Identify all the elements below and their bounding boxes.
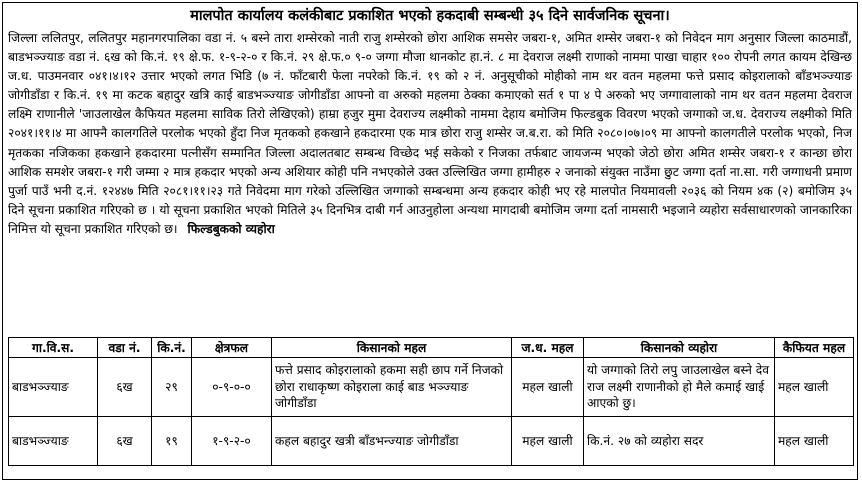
table-header-row: [9, 338, 854, 358]
cell-kitta: २९: [152, 358, 192, 417]
table-row: [9, 417, 854, 466]
col-header-kisan: किसानको महल: [272, 338, 512, 358]
cell-area: १-९-२-०: [192, 417, 272, 466]
notice-box: [2, 2, 858, 480]
cell-ward: ६ख: [98, 417, 152, 466]
cell-area: ०-९-०-०: [192, 358, 272, 417]
fieldbook-table: [8, 337, 854, 466]
col-header-kisan-byahora: किसानको व्यहोरा: [584, 338, 775, 358]
col-header-kitta: कि.नं.: [152, 338, 192, 358]
col-header-gabisa: गा.वि.स.: [9, 338, 98, 358]
cell-gabisa: बाडभञ्ज्याङ: [9, 358, 98, 417]
col-header-kaifiyat: कैफियत महल: [775, 338, 854, 358]
cell-kitta: १९: [152, 417, 192, 466]
col-header-ward: वडा नं.: [98, 338, 152, 358]
cell-kisan-byahora: यो जग्गाको तिरो लपु जाउलाखेल बस्ने देव राज लक्ष्मी राणानीको हो मैले कमाई खाई आएको छु।: [584, 358, 775, 417]
cell-gabisa: बाडभञ्ज्याङ: [9, 417, 98, 466]
cell-jadha: महल खाली: [512, 358, 584, 417]
cell-jadha: महल खाली: [512, 417, 584, 466]
cell-kisan-byahora: कि.नं. २७ को व्यहोरा सदर: [584, 417, 775, 466]
cell-ward: ६ख: [98, 358, 152, 417]
notice-body-text: जिल्ला ललितपुर, ललितपुर महानगरपालिका वडा नं. ५ बस्ने तारा शम्सेरको नाती राजु शम्सेरको छोरा आशिक समसेर जबरा-१, अमित शम्सेर जबरा-१ को निवेदन माग अनुसार जिल्ला काठमाडौं, बाडभञ्ज्याङ वडा नं. ६ख को कि.नं. १९ क्षे.फ. १-९-२-० र कि.नं. २९ क्षे.फ.० ९-० जग्गा मौजा थानकोट हा.नं. ८ मा देवराज लक्ष्मी राणाको नाममा पाखा चाहार १०० रोपनी लगत कायम देखिन्छ ज.ध. पाउमनवार ०४१।४।१२ उत्तार भएको लगत भिडि (७ नं. फाँटबारी फेला नपरेको कि.नं. १९ को २ नं. अनुसूचीको मोहीको नाम थर वतन महलमा फत्ते प्रसाद कोइरालाको बाँडभञ्ज्याङ जोगीडाँडा र कि.नं. १९ मा कटक बहादुर खत्रि काई बाडभञ्ज्याङ जोगीडाँडा आफ्नो वा अरुको महलमा ठेक्का कमाएको सर्त १ पा ४ पे अरुको भए जग्गावालाको नाम थर वतन महलमा देवराज लक्ष्मि राणानीले 'जाउलाखेल कैफियत महलमा साविक तिरो लेखिएको) हाम्रा हजुर मुमा देवराज्य लक्ष्मीको नाममा देहाय बमोजिम फिल्डबुक विवरण भएको जग्गाको ज.ध. देवराज्य लक्ष्मीको मिति २०४१।११।४ मा आफ्नै कालगतिले परलोक भएको हुँदा निज मृतकको हकखाने हकदारमा एक मात्र छोरा राजु शम्सेर ज.ब.रा. को मिति २०८०।०७।०९ मा आफ्नो कालगतीले परलोक भएको, निज मृतकका नजिकका हकखाने हकदारमा पत्नीसँग सम्मानित जिल्ला अदालतबाट सम्बन्ध विच्छेद भई सकेको र निजका तर्फबाट जायजन्म भएको जेठो छोरा अमित शम्सेर जबरा-१ र कान्छा छोरा आशिक समशेर जबरा-१ गरी जम्मा २ मात्र हकदार भएको अन्य अशियार कोही पनि नभएकोले उक्त उल्लिखित जग्गा हामीहरु २ जनाको संयुक्त नाउँमा छुट जग्गा दर्ता ना.सा. गरी जग्गाधनी प्रमाण पुर्जा पाउँ भनी द.नं. १२४४७ मिति २०८१।११।२३ गते निवेदमा माग गरेको उल्लिखित जग्गाको सम्बन्धमा अन्य हकदार कोही भए रहे मालपोत नियमावली २०३६ को नियम ४क (२) बमोजिम ३५ दिने सूचना प्रकाशित गरिएको छ । यो सूचना प्रकाशित भएको मितिले ३५ दिनभित्र दाबी गर्न आउनुहोला अन्यथा मागदाबी बमोजिम जग्गा दर्ता नामसारी भइजाने व्यहोरा सर्वसाधारणको जानकारिका निमित्त यो सूचना प्रकाशित गरिएको छ।: [8, 31, 852, 236]
fieldbook-heading: फिल्डबुकको व्यहोरा: [187, 221, 275, 236]
col-header-jadha: ज.ध. महल: [512, 338, 584, 358]
cell-kaifiyat: महल खाली: [775, 358, 854, 417]
cell-kaifiyat: महल खाली: [775, 417, 854, 466]
col-header-area: क्षेत्रफल: [192, 338, 272, 358]
cell-kisan: कहल बहादुर खत्री बाँडभन्ज्याङ जोगीडाँडा: [272, 417, 512, 466]
notice-title: मालपोत कार्यालय कलंकीबाट प्रकाशित भएको हकदाबी सम्बन्धी ३५ दिने सार्वजनिक सूचना।: [190, 8, 670, 24]
table-row: [9, 358, 854, 417]
notice-body: [8, 29, 852, 329]
cell-kisan: फत्ते प्रसाद कोइरालाको हकमा सही छाप गर्ने निजको छोरा राधाकृष्ण कोइराला काई बाड भञ्ज्याङ जोगीडाँडा: [272, 358, 512, 417]
